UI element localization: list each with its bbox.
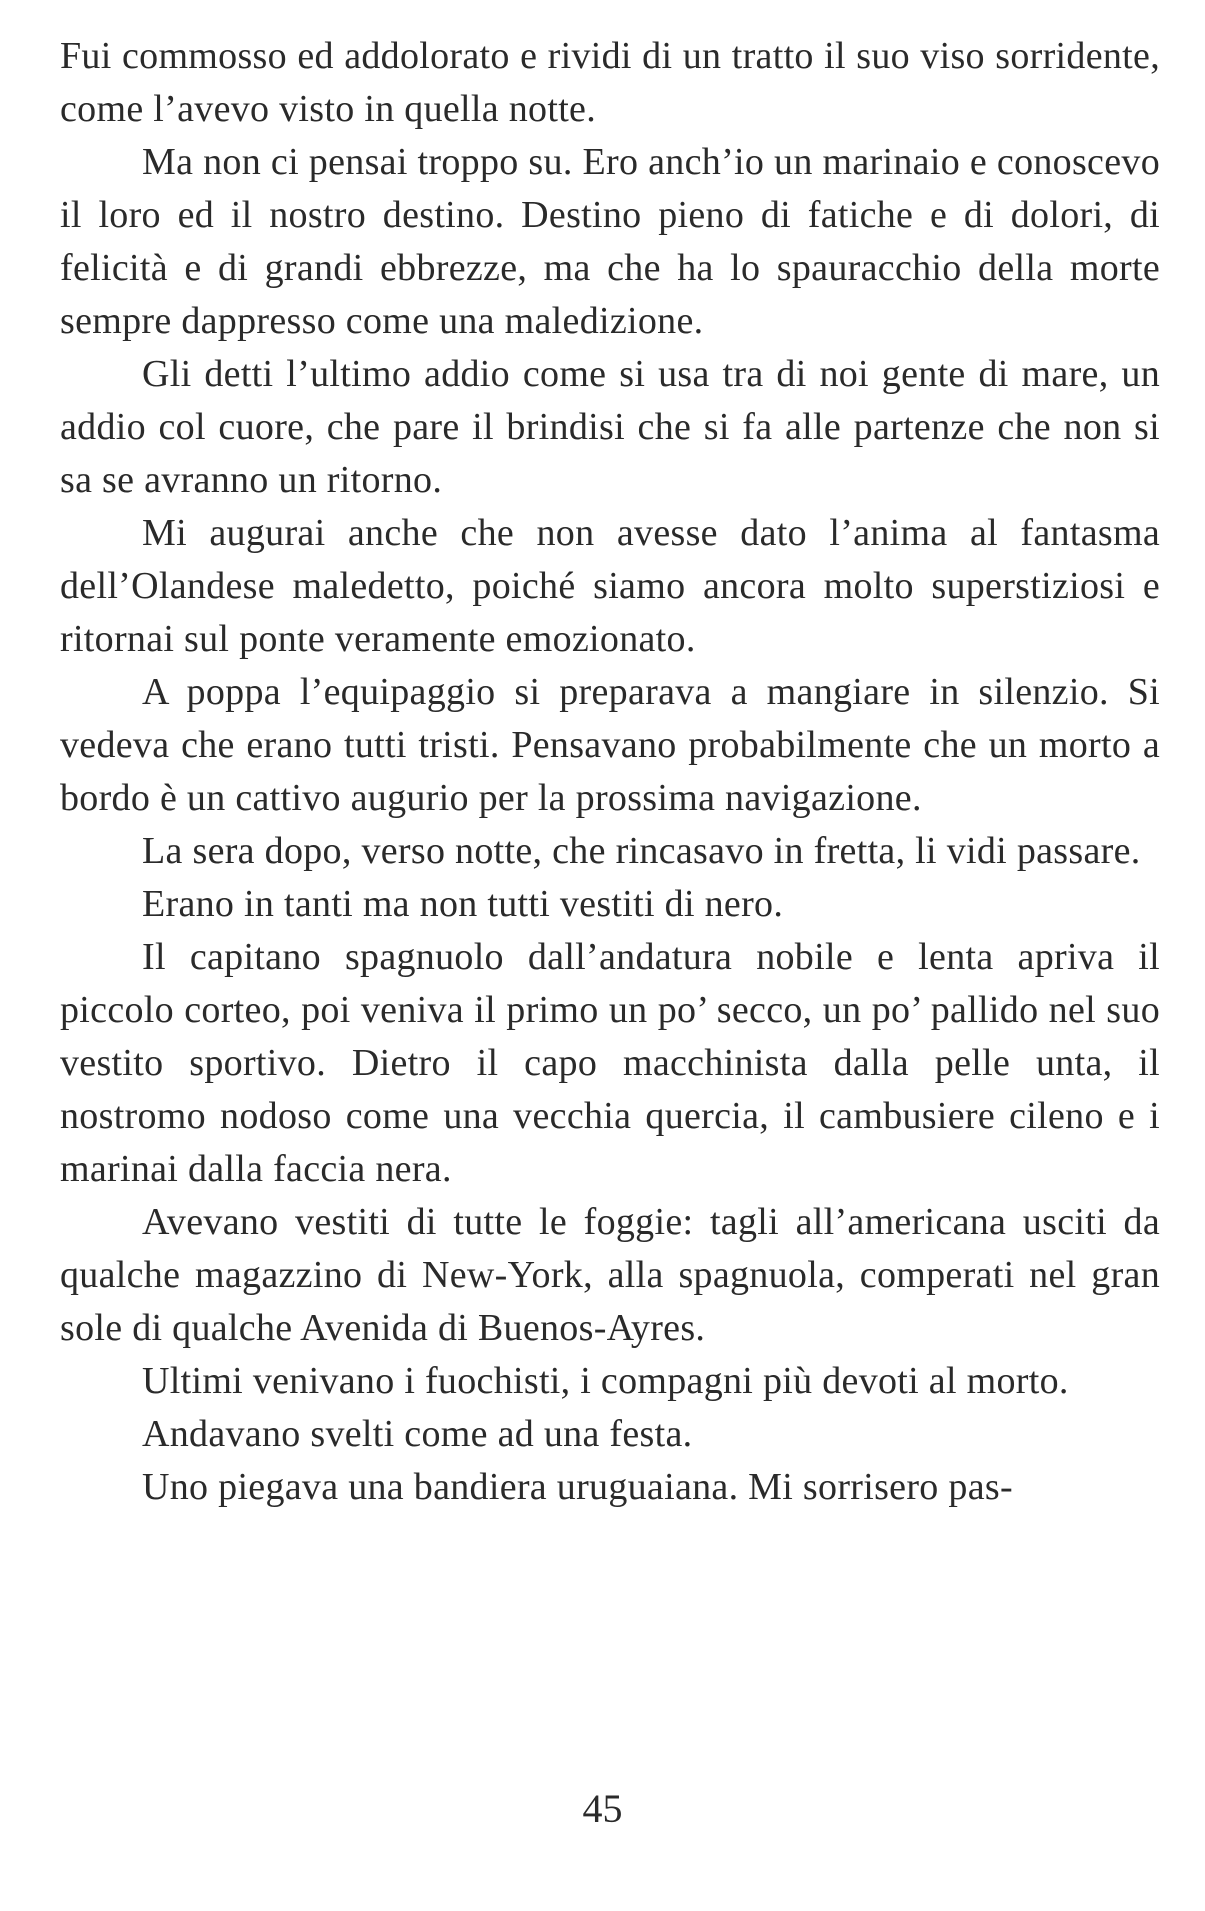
- paragraph-12: Uno piegava una bandiera uruguaiana. Mi sorrisero pas-: [142, 1466, 1013, 1508]
- paragraph-6: La sera dopo, verso notte, che rincasavo in fretta, li vidi passare.: [142, 830, 1141, 872]
- paragraph-7: Erano in tanti ma non tutti vestiti di nero.: [142, 883, 784, 925]
- paragraph-2: Ma non ci pensai troppo su. Ero anch’io un marinaio e conoscevo il loro ed il nostro destino. Destino pieno di fatiche e di dolori, di felicità e di grandi ebbrezze, ma che ha lo spauracchio della morte sempre dappresso come una maledizione.: [60, 141, 1160, 342]
- paragraph-8: Il capitano spagnuolo dall’andatura nobile e lenta apriva il piccolo corteo, poi veniva il primo un po’ secco, un po’ pallido nel suo vestito sportivo. Dietro il capo macchinista dalla pelle unta, il nostromo nodoso come una vecchia quercia, il cambusiere cileno e i marinai dalla faccia nera.: [60, 936, 1160, 1190]
- paragraph-4: Mi augurai anche che non avesse dato l’anima al fantasma dell’Olandese maledetto, poiché siamo ancora molto superstiziosi e ritornai sul ponte veramente emozionato.: [60, 512, 1160, 660]
- paragraph-3: Gli detti l’ultimo addio come si usa tra di noi gente di mare, un addio col cuore, che pare il brindisi che si fa alle partenze che non si sa se avranno un ritorno.: [60, 353, 1160, 501]
- paragraph-10: Ultimi venivano i fuochisti, i compagni più devoti al morto.: [142, 1360, 1069, 1402]
- page-number: 45: [582, 1786, 623, 1831]
- paragraph-5: A poppa l’equipaggio si preparava a mangiare in silenzio. Si vedeva che erano tutti tristi. Pensavano probabilmente che un morto a bordo è un cattivo augurio per la prossima navigazione.: [60, 671, 1160, 819]
- paragraph-1: Fui commosso ed addolorato e rividi di un tratto il suo viso sorridente, come l’avevo visto in quella notte.: [60, 35, 1160, 130]
- paragraph-11: Andavano svelti come ad una festa.: [142, 1413, 693, 1455]
- body-text: [60, 30, 1160, 1514]
- paragraph-9: Avevano vestiti di tutte le foggie: tagli all’americana usciti da qualche magazzino di New-York, alla spagnuola, comperati nel gran sole di qualche Avenida di Buenos-Ayres.: [60, 1201, 1160, 1349]
